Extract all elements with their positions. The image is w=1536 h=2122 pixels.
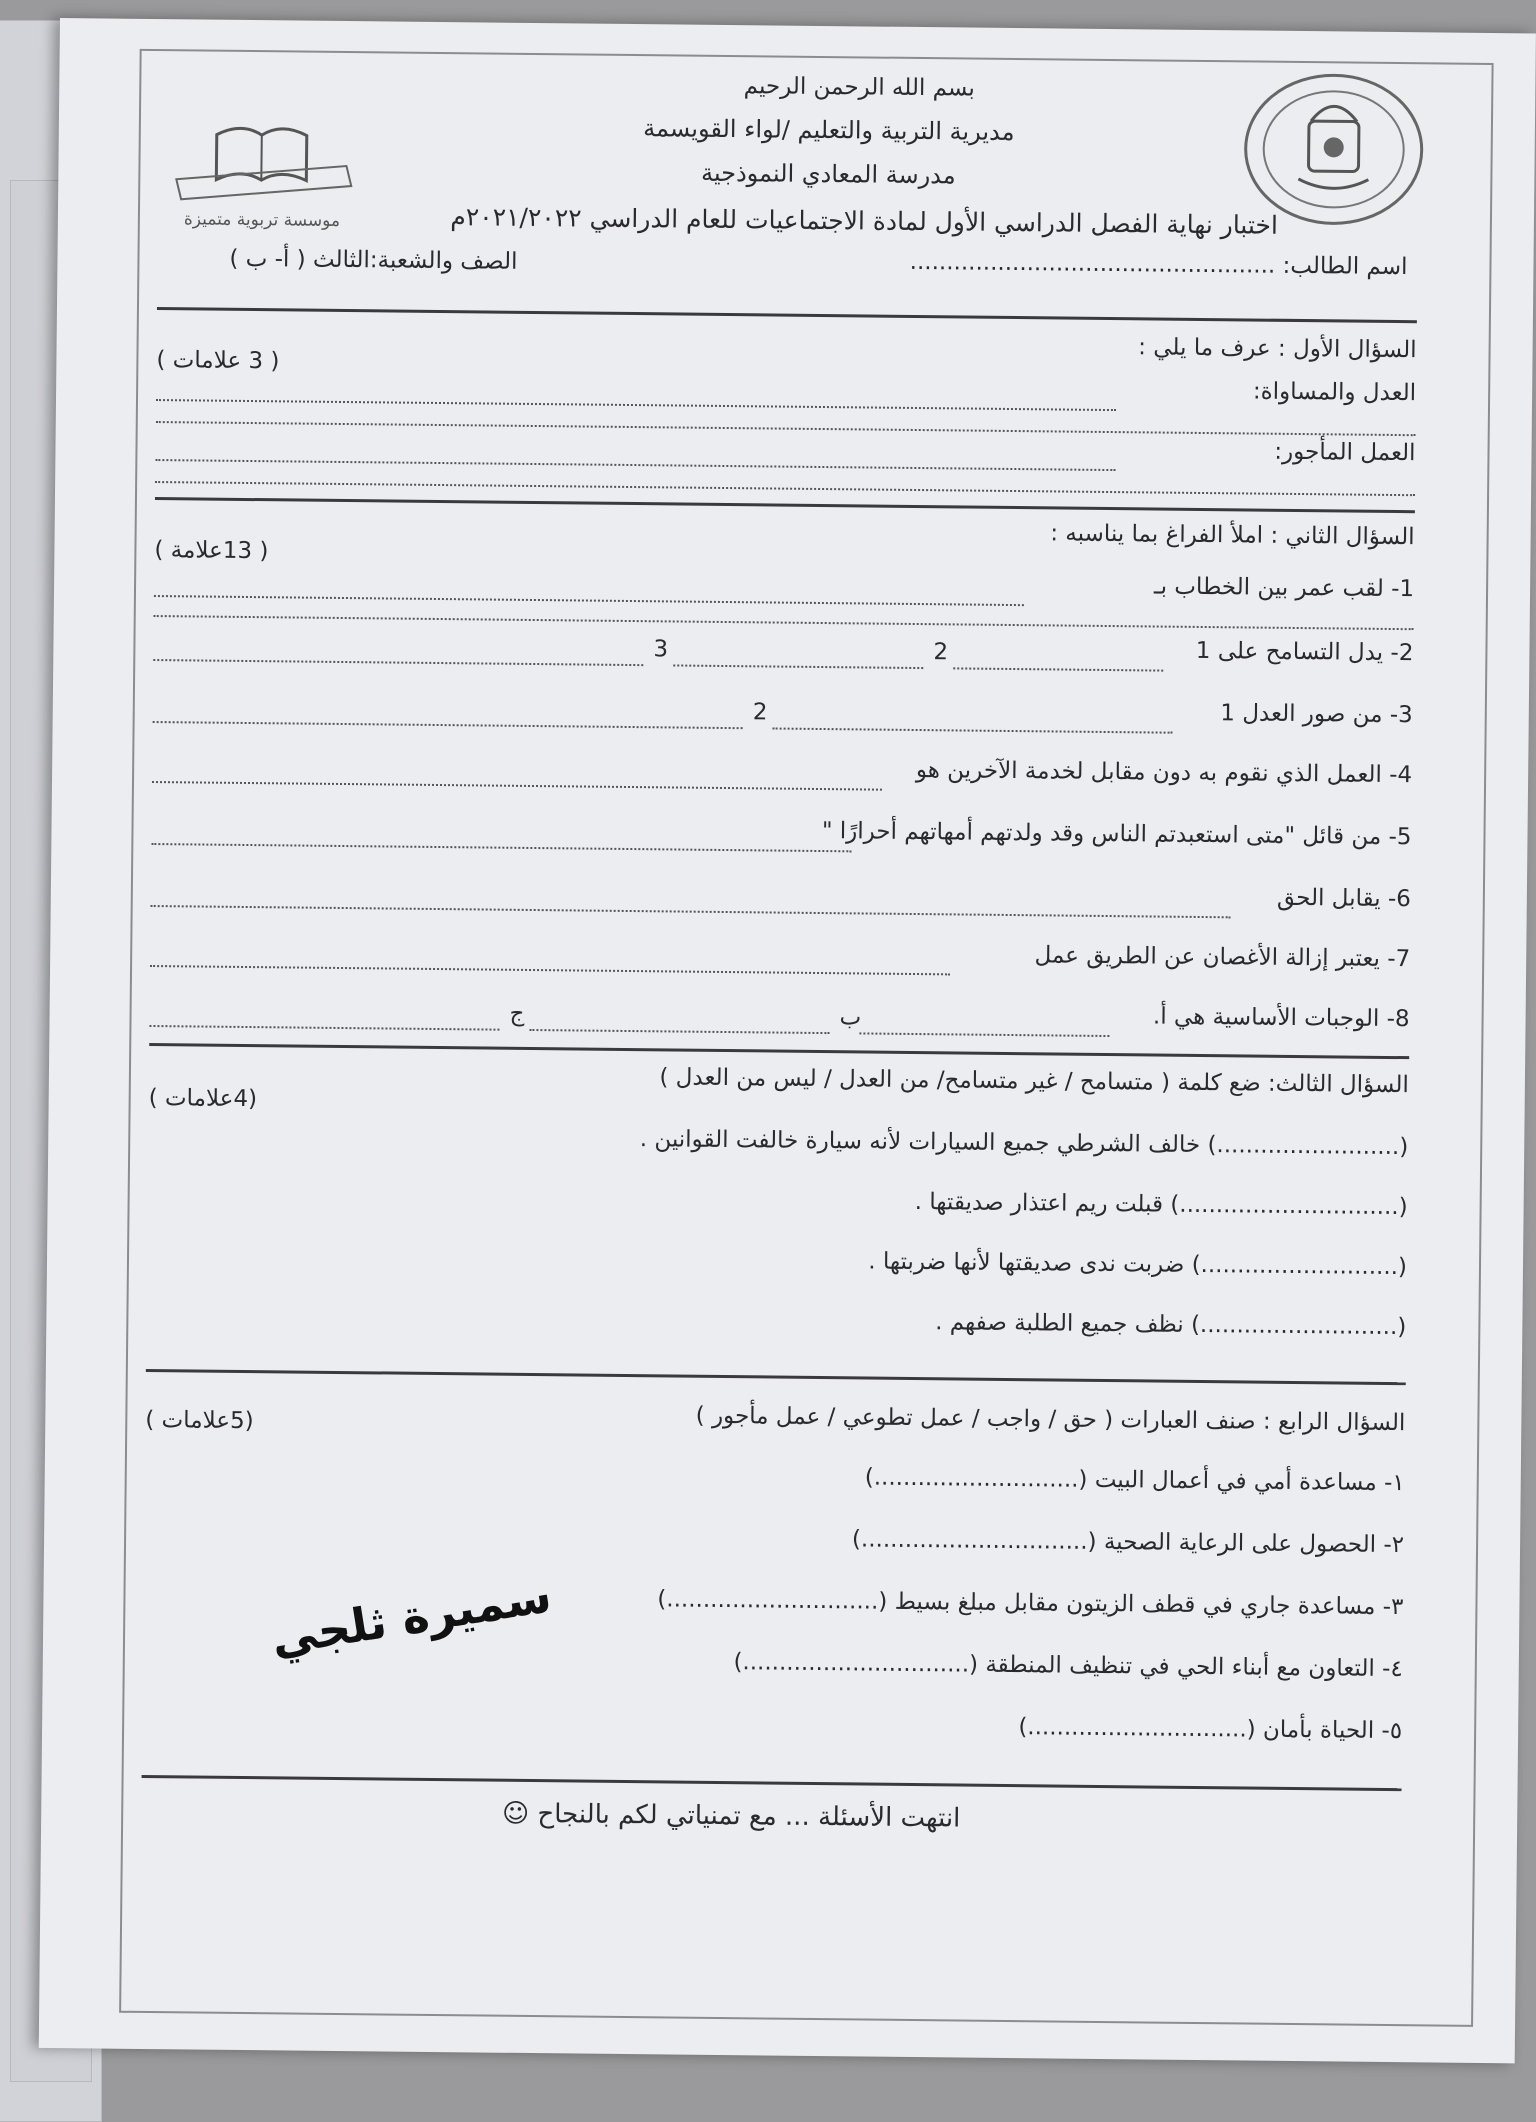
q2-item-3: 3- من صور العدل 1	[1173, 700, 1413, 730]
q4-title: السؤال الرابع : صنف العبارات ( حق / واجب / عمل تطوعي / عمل مأجور )	[465, 1400, 1405, 1437]
directorate: مديرية التربية والتعليم /لواء القويسمة	[579, 113, 1079, 147]
q3-item-1: (.........................) خالف الشرطي جميع السيارات لأنه سيارة خالفت القوانين .	[448, 1124, 1408, 1162]
logo-caption: موسسة تربوية متميزة	[184, 209, 340, 231]
q2-item-1: 1- لقب عمر بين الخطاب بـ	[1014, 572, 1414, 604]
q1-item-2: العمل المأجور:	[1115, 437, 1415, 468]
q4-item-5: ٥- الحياة بأمان (..............................)	[782, 1712, 1402, 1746]
student-name-label: اسم الطالب: ..................................................	[937, 249, 1407, 282]
basmala: بسم الله الرحمن الرحيم	[659, 72, 1059, 104]
q2-item-4: 4- العمل الذي نقوم به دون مقابل لخدمة الآخرين هو	[882, 757, 1412, 790]
q2-item-8-letter-j: ج	[509, 1001, 524, 1029]
exam-title: اختبار نهاية الفصل الدراسي الأول لمادة الاجتماعيات للعام الدراسي ٢٠٢١/٢٠٢٢م	[328, 201, 1278, 241]
q4-item-3: ٣- مساعدة جاري في قطف الزيتون مقابل مبلغ بسيط (.............................)	[463, 1584, 1403, 1621]
q4-marks: (5علامات )	[145, 1407, 254, 1436]
q1-item-1: العدل والمساواة:	[1116, 377, 1416, 408]
q3-item-3: (...........................) ضربت ندى صديقتها لأنها ضربتها .	[627, 1246, 1407, 1282]
q1-marks: ( 3 علامات )	[156, 347, 279, 376]
class-label: الصف والشعبة:الثالث ( أ- ب )	[157, 245, 517, 276]
q2-item-8-letter-b: ب	[839, 1004, 861, 1032]
q2-item-8: 8- الوجبات الأساسية هي أ.	[1109, 1003, 1409, 1034]
q2-title: السؤال الثاني : املأ الفراغ بما يناسبه :	[855, 518, 1415, 551]
exam-paper	[39, 18, 1536, 2063]
q2-item-2: 2- يدل التسامح على 1	[1163, 638, 1413, 668]
q2-marks: ( 13علامة )	[154, 537, 268, 566]
q4-item-1: ١- مساعدة أمي في أعمال البيت (............................)	[645, 1462, 1405, 1498]
q4-item-4: ٤- التعاون مع أبناء الحي في تنظيف المنطقة (...............................)	[523, 1647, 1403, 1684]
school-name: مدرسة المعادي النموذجية	[618, 158, 1038, 191]
q3-item-4: (...........................) نظف جميع الطلبة صفهم .	[726, 1307, 1406, 1342]
q2-item-5: 5- من قائل "متى استعبدتم الناس وقد ولدتهم أمهاتهم أحرارًا "	[851, 818, 1411, 851]
closing-text: انتهت الأسئلة ... مع تمنياتي لكم بالنجاح ☺	[381, 1797, 1081, 1836]
q3-marks: (4علامات )	[149, 1085, 258, 1114]
q2-item-2-num3: 3	[653, 636, 668, 664]
q2-item-7: 7- يعتبر إزالة الأغصان عن الطريق عمل	[950, 941, 1410, 973]
signature-text: سميرة ثلجي	[268, 1568, 555, 1666]
ministry-seal-icon	[1238, 68, 1430, 230]
q4-item-2: ٢- الحصول على الرعاية الصحية (...............................)	[624, 1524, 1404, 1560]
q3-title: السؤال الثالث: ضع كلمة ( متسامح / غير متسامح/ من العدل / ليس من العدل )	[629, 1064, 1409, 1100]
q2-item-3-num2: 2	[753, 699, 768, 727]
q2-item-2-num2: 2	[933, 639, 948, 667]
q1-title: السؤال الأول : عرف ما يلي :	[856, 331, 1416, 364]
q3-item-2: (..............................) قبلت ريم اعتذار صديقتها .	[748, 1187, 1408, 1222]
q2-item-6: 6- يقابل الحق	[1231, 884, 1411, 913]
